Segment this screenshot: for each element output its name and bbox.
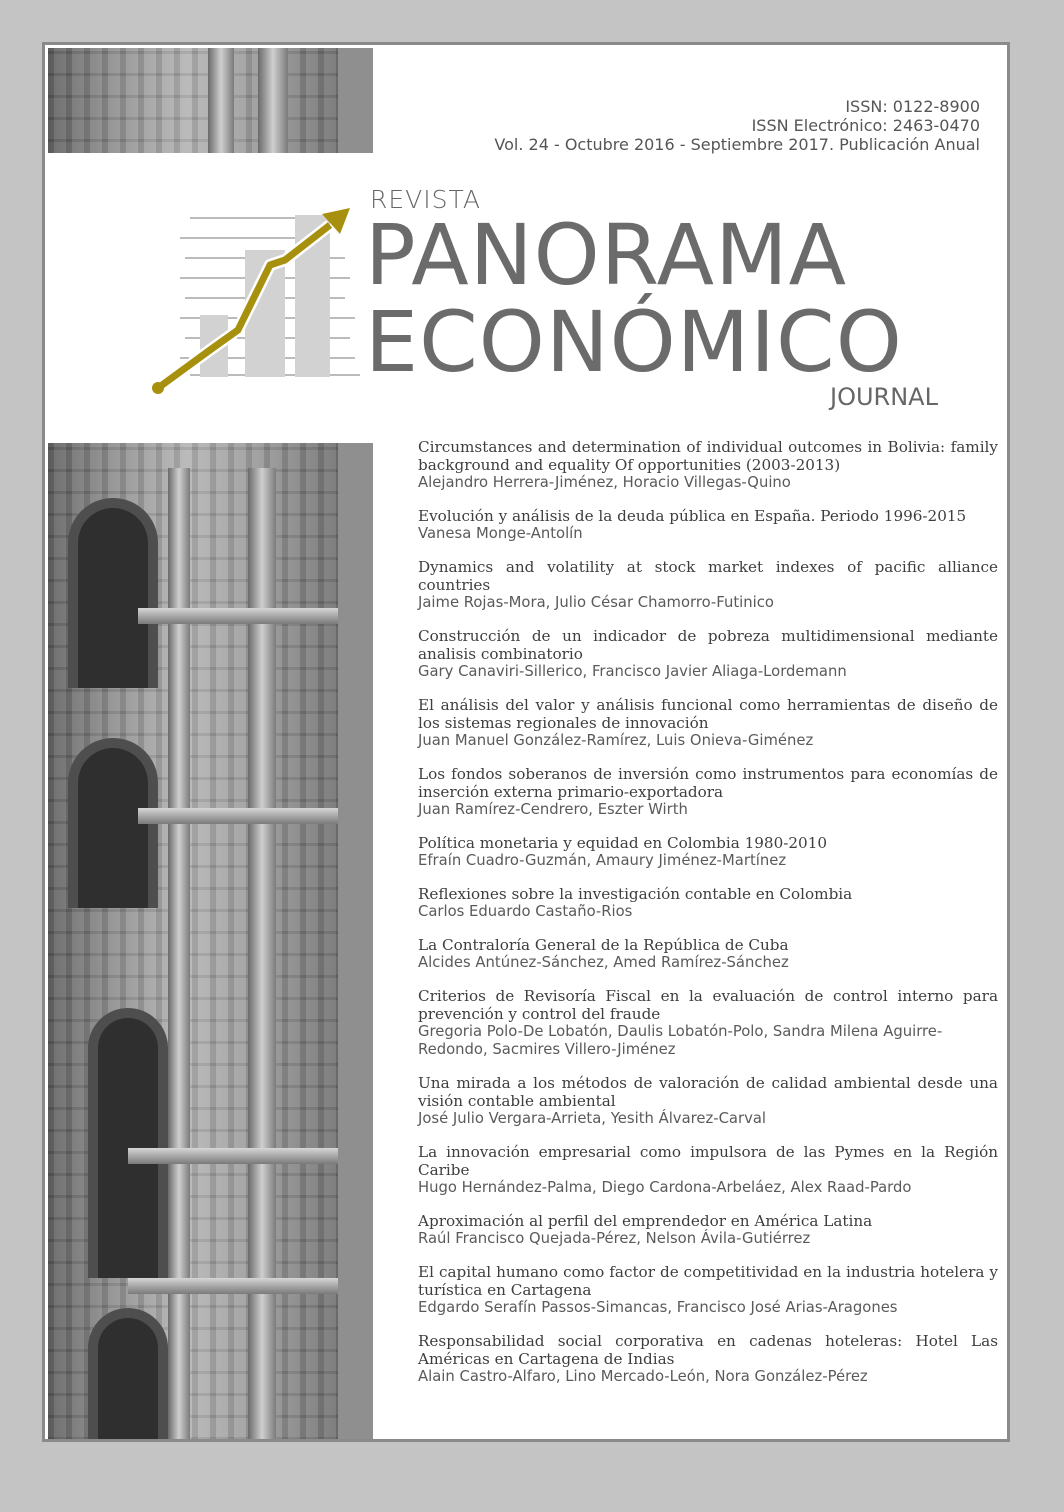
journal-cover bbox=[42, 42, 1010, 1442]
article-title: Criterios de Revisoría Fiscal en la evaluación de control interno para prevención y control del fraude bbox=[418, 987, 998, 1023]
article-authors: Gregoria Polo-De Lobatón, Daulis Lobatón-Polo, Sandra Milena Aguirre-Redondo, Sacmires Villero-Jiménez bbox=[418, 1023, 943, 1058]
article-authors: Juan Manuel González-Ramírez, Luis Onieva-Giménez bbox=[418, 732, 814, 749]
article-entry bbox=[418, 1212, 998, 1248]
volume-info: Vol. 24 - Octubre 2016 - Septiembre 2017. Publicación Anual bbox=[494, 135, 980, 154]
article-title: Los fondos soberanos de inversión como instrumentos para economías de inserción externa primario-exportadora bbox=[418, 765, 998, 801]
article-title: Aproximación al perfil del emprendedor en América Latina bbox=[418, 1212, 873, 1230]
article-authors: Juan Ramírez-Cendrero, Eszter Wirth bbox=[418, 801, 688, 818]
article-entry bbox=[418, 627, 998, 681]
article-title: Construcción de un indicador de pobreza multidimensional mediante analisis combinatorio bbox=[418, 627, 998, 663]
article-authors: Raúl Francisco Quejada-Pérez, Nelson Ávila-Gutiérrez bbox=[418, 1230, 811, 1247]
article-title: Evolución y análisis de la deuda pública en España. Periodo 1996-2015 bbox=[418, 507, 967, 525]
masthead-title-line1: PANORAMA bbox=[365, 206, 848, 304]
article-authors: José Julio Vergara-Arrieta, Yesith Álvarez-Carval bbox=[418, 1110, 767, 1127]
article-authors: Gary Canaviri-Sillerico, Francisco Javier Aliaga-Lordemann bbox=[418, 663, 847, 680]
issn-block bbox=[494, 97, 980, 154]
article-title: El capital humano como factor de competitividad en la industria hotelera y turística en Cartagena bbox=[418, 1263, 998, 1299]
article-entry bbox=[418, 696, 998, 750]
table-of-contents bbox=[418, 438, 998, 1401]
article-entry bbox=[418, 885, 998, 921]
article-title: La innovación empresarial como impulsora de las Pymes en la Región Caribe bbox=[418, 1143, 998, 1179]
article-authors: Alain Castro-Alfaro, Lino Mercado-León, Nora González-Pérez bbox=[418, 1368, 868, 1385]
masthead-title-line2: ECONÓMICO bbox=[365, 293, 903, 391]
article-title: Circumstances and determination of individual outcomes in Bolivia: family background and equality Of opportunities (2003-2013) bbox=[418, 438, 998, 474]
article-entry bbox=[418, 834, 998, 870]
masthead-revista: REVISTA bbox=[370, 185, 481, 214]
article-title: Dynamics and volatility at stock market indexes of pacific alliance countries bbox=[418, 558, 998, 594]
article-authors: Alejandro Herrera-Jiménez, Horacio Villegas-Quino bbox=[418, 474, 791, 491]
article-title: Reflexiones sobre la investigación contable en Colombia bbox=[418, 885, 853, 903]
article-entry bbox=[418, 438, 998, 492]
article-authors: Hugo Hernández-Palma, Diego Cardona-Arbeláez, Alex Raad-Pardo bbox=[418, 1179, 912, 1196]
article-authors: Edgardo Serafín Passos-Simancas, Francisco José Arias-Aragones bbox=[418, 1299, 898, 1316]
article-entry bbox=[418, 987, 998, 1059]
article-title: Política monetaria y equidad en Colombia 1980-2010 bbox=[418, 834, 828, 852]
article-entry bbox=[418, 1143, 998, 1197]
article-title: Una mirada a los métodos de valoración de calidad ambiental desde una visión contable ambiental bbox=[418, 1074, 998, 1110]
article-entry bbox=[418, 558, 998, 612]
article-entry bbox=[418, 1263, 998, 1317]
article-title: La Contraloría General de la República de Cuba bbox=[418, 936, 789, 954]
article-authors: Alcides Antúnez-Sánchez, Amed Ramírez-Sánchez bbox=[418, 954, 789, 971]
article-authors: Efraín Cuadro-Guzmán, Amaury Jiménez-Martínez bbox=[418, 852, 787, 869]
article-entry bbox=[418, 936, 998, 972]
issn-electronic: ISSN Electrónico: 2463-0470 bbox=[751, 116, 980, 135]
issn: ISSN: 0122-8900 bbox=[845, 97, 980, 116]
article-entry bbox=[418, 507, 998, 543]
article-entry bbox=[418, 765, 998, 819]
article-authors: Jaime Rojas-Mora, Julio César Chamorro-Futinico bbox=[418, 594, 774, 611]
article-title: El análisis del valor y análisis funcional como herramientas de diseño de los sistemas regionales de innovación bbox=[418, 696, 998, 732]
article-title: Responsabilidad social corporativa en cadenas hoteleras: Hotel Las Américas en Cartagena de Indias bbox=[418, 1332, 998, 1368]
article-authors: Vanesa Monge-Antolín bbox=[418, 525, 583, 542]
masthead-journal: JOURNAL bbox=[830, 383, 938, 411]
article-entry bbox=[418, 1332, 998, 1386]
article-entry bbox=[418, 1074, 998, 1128]
rising-chart-logo-icon bbox=[150, 200, 360, 400]
article-authors: Carlos Eduardo Castaño-Rios bbox=[418, 903, 633, 920]
